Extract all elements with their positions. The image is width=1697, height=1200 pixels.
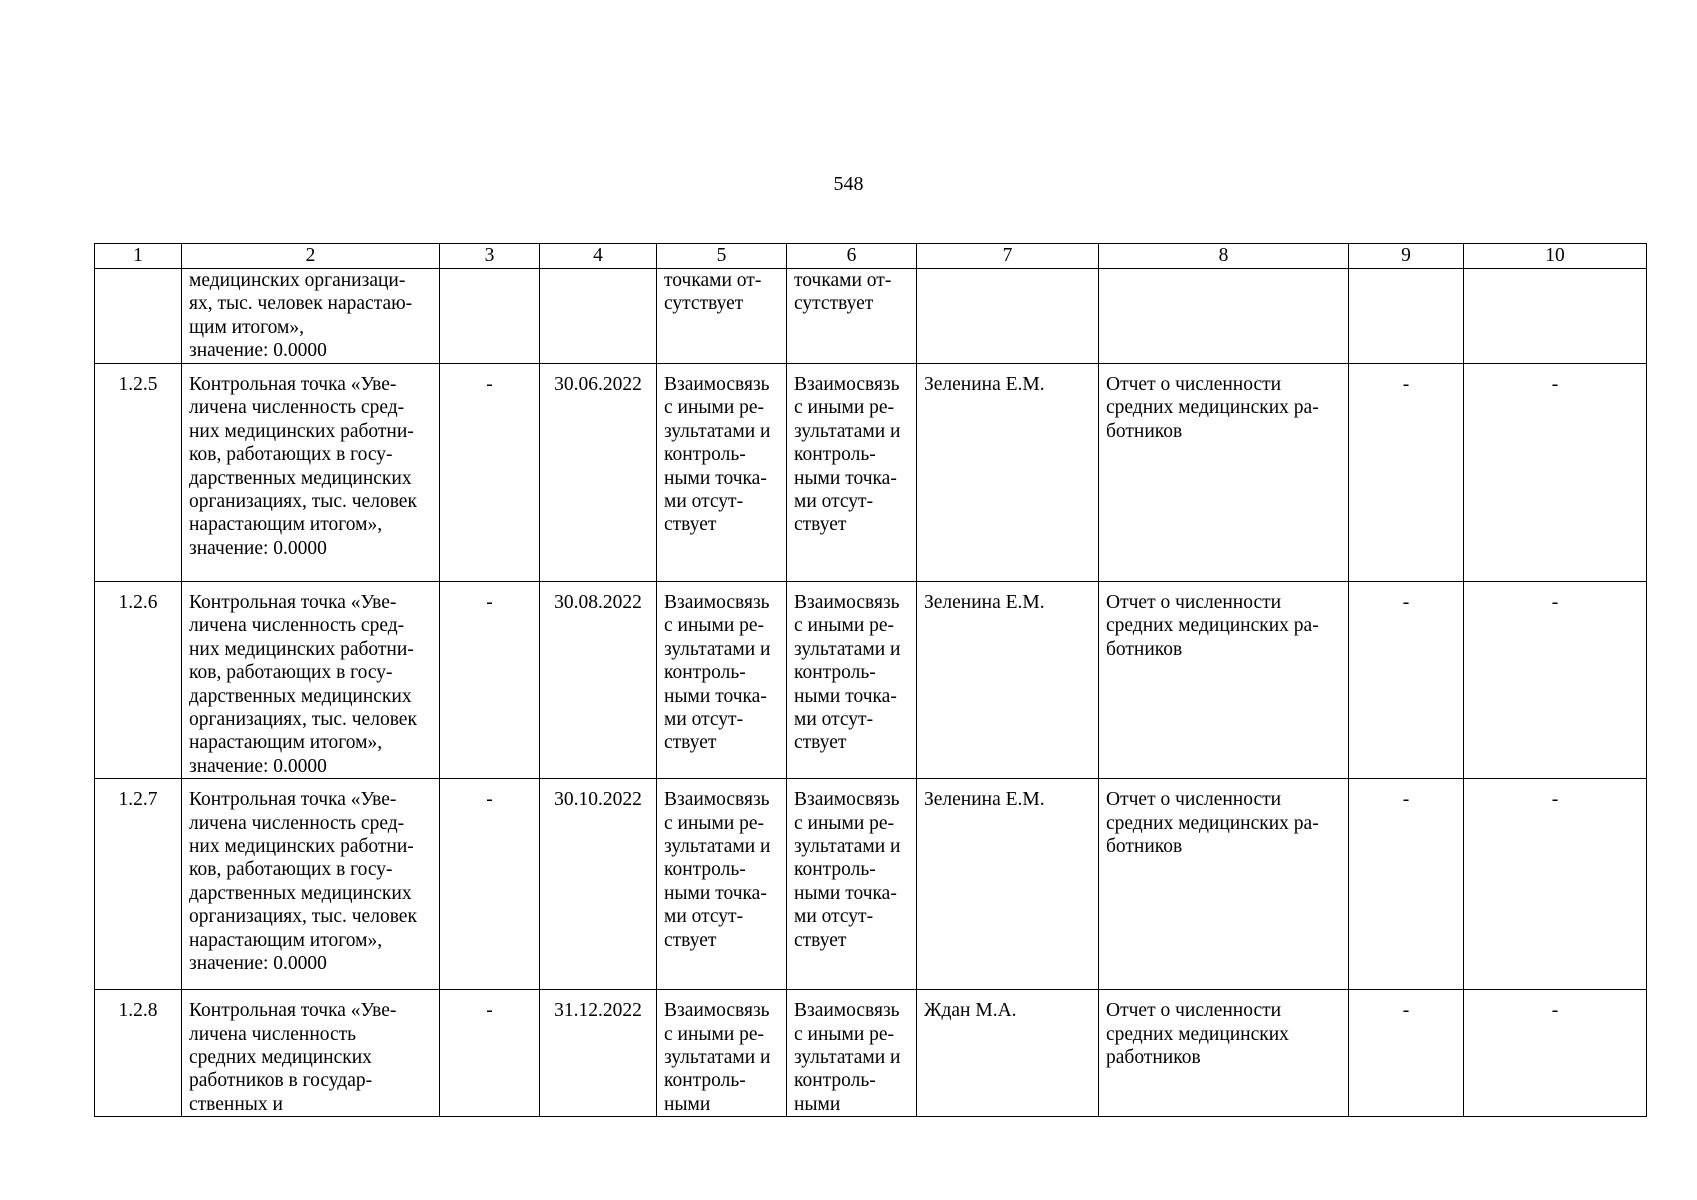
responsible-cell: Зеленина Е.М. [917, 364, 1099, 582]
description-cell: Контрольная точка «Уве- личена численность сред- них медицинских работни- ков, работающих в госу- дарственных медицинских организациях, тыс. человек нарастающим итогом», значение: 0.0000 [182, 364, 440, 582]
document-cell: Отчет о численности средних медицинских ра- ботников [1099, 582, 1349, 779]
col3-cell: - [440, 990, 540, 1117]
header-cell: 5 [657, 244, 787, 269]
header-cell: 9 [1349, 244, 1464, 269]
col10-cell [1464, 269, 1647, 364]
row-number-cell: 1.2.7 [95, 779, 182, 990]
date-cell: 30.10.2022 [540, 779, 657, 990]
data-table [94, 243, 1647, 1117]
responsible-cell: Ждан М.А. [917, 990, 1099, 1117]
responsible-cell: Зеленина Е.М. [917, 582, 1099, 779]
header-cell: 7 [917, 244, 1099, 269]
row-number-cell: 1.2.6 [95, 582, 182, 779]
header-cell: 10 [1464, 244, 1647, 269]
responsible-cell [917, 269, 1099, 364]
col9-cell: - [1349, 779, 1464, 990]
col10-cell: - [1464, 582, 1647, 779]
relation-results-cell: Взаимосвязь с иными ре- зультатами и контроль- ными [657, 990, 787, 1117]
responsible-cell: Зеленина Е.М. [917, 779, 1099, 990]
row-number-cell [95, 269, 182, 364]
relation-checkpoints-cell: Взаимосвязь с иными ре- зультатами и контроль- ными точка- ми отсут- ствует [787, 582, 917, 779]
table-row [95, 990, 1647, 1117]
relation-results-cell: Взаимосвязь с иными ре- зультатами и контроль- ными точка- ми отсут- ствует [657, 582, 787, 779]
date-cell [540, 269, 657, 364]
col9-cell: - [1349, 582, 1464, 779]
relation-checkpoints-cell: точками от- сутствует [787, 269, 917, 364]
table-row [95, 582, 1647, 779]
table-row [95, 779, 1647, 990]
header-cell: 8 [1099, 244, 1349, 269]
document-cell [1099, 269, 1349, 364]
relation-results-cell: Взаимосвязь с иными ре- зультатами и контроль- ными точка- ми отсут- ствует [657, 364, 787, 582]
date-cell: 30.08.2022 [540, 582, 657, 779]
col9-cell: - [1349, 364, 1464, 582]
description-cell: Контрольная точка «Уве- личена численность средних медицинских работников в государ- ственных и [182, 990, 440, 1117]
header-cell: 2 [182, 244, 440, 269]
row-number-cell: 1.2.5 [95, 364, 182, 582]
col9-cell [1349, 269, 1464, 364]
description-cell: Контрольная точка «Уве- личена численность сред- них медицинских работни- ков, работающих в госу- дарственных медицинских организациях, тыс. человек нарастающим итогом», значение: 0.0000 [182, 582, 440, 779]
relation-results-cell: Взаимосвязь с иными ре- зультатами и контроль- ными точка- ми отсут- ствует [657, 779, 787, 990]
header-cell: 3 [440, 244, 540, 269]
relation-checkpoints-cell: Взаимосвязь с иными ре- зультатами и контроль- ными точка- ми отсут- ствует [787, 779, 917, 990]
col10-cell: - [1464, 779, 1647, 990]
relation-results-cell: точками от- сутствует [657, 269, 787, 364]
col10-cell: - [1464, 364, 1647, 582]
description-cell: Контрольная точка «Уве- личена численность сред- них медицинских работни- ков, работающих в госу- дарственных медицинских организациях, тыс. человек нарастающим итогом», значение: 0.0000 [182, 779, 440, 990]
row-number-cell: 1.2.8 [95, 990, 182, 1117]
col3-cell: - [440, 779, 540, 990]
document-cell: Отчет о численности средних медицинских ра- ботников [1099, 364, 1349, 582]
description-cell: медицинских организаци- ях, тыс. человек нарастаю- щим итогом», значение: 0.0000 [182, 269, 440, 364]
col10-cell: - [1464, 990, 1647, 1117]
header-cell: 4 [540, 244, 657, 269]
date-cell: 30.06.2022 [540, 364, 657, 582]
table-row [95, 364, 1647, 582]
header-cell: 1 [95, 244, 182, 269]
document-cell: Отчет о численности средних медицинских ра- ботников [1099, 779, 1349, 990]
document-cell: Отчет о численности средних медицинских работников [1099, 990, 1349, 1117]
page-number: 548 [833, 173, 864, 195]
header-cell: 6 [787, 244, 917, 269]
col9-cell: - [1349, 990, 1464, 1117]
relation-checkpoints-cell: Взаимосвязь с иными ре- зультатами и контроль- ными [787, 990, 917, 1117]
relation-checkpoints-cell: Взаимосвязь с иными ре- зультатами и контроль- ными точка- ми отсут- ствует [787, 364, 917, 582]
table-body [95, 269, 1647, 1117]
date-cell: 31.12.2022 [540, 990, 657, 1117]
col3-cell: - [440, 364, 540, 582]
header-row [95, 244, 1647, 269]
col3-cell: - [440, 582, 540, 779]
col3-cell [440, 269, 540, 364]
table-row [95, 269, 1647, 364]
table-header [95, 244, 1647, 269]
